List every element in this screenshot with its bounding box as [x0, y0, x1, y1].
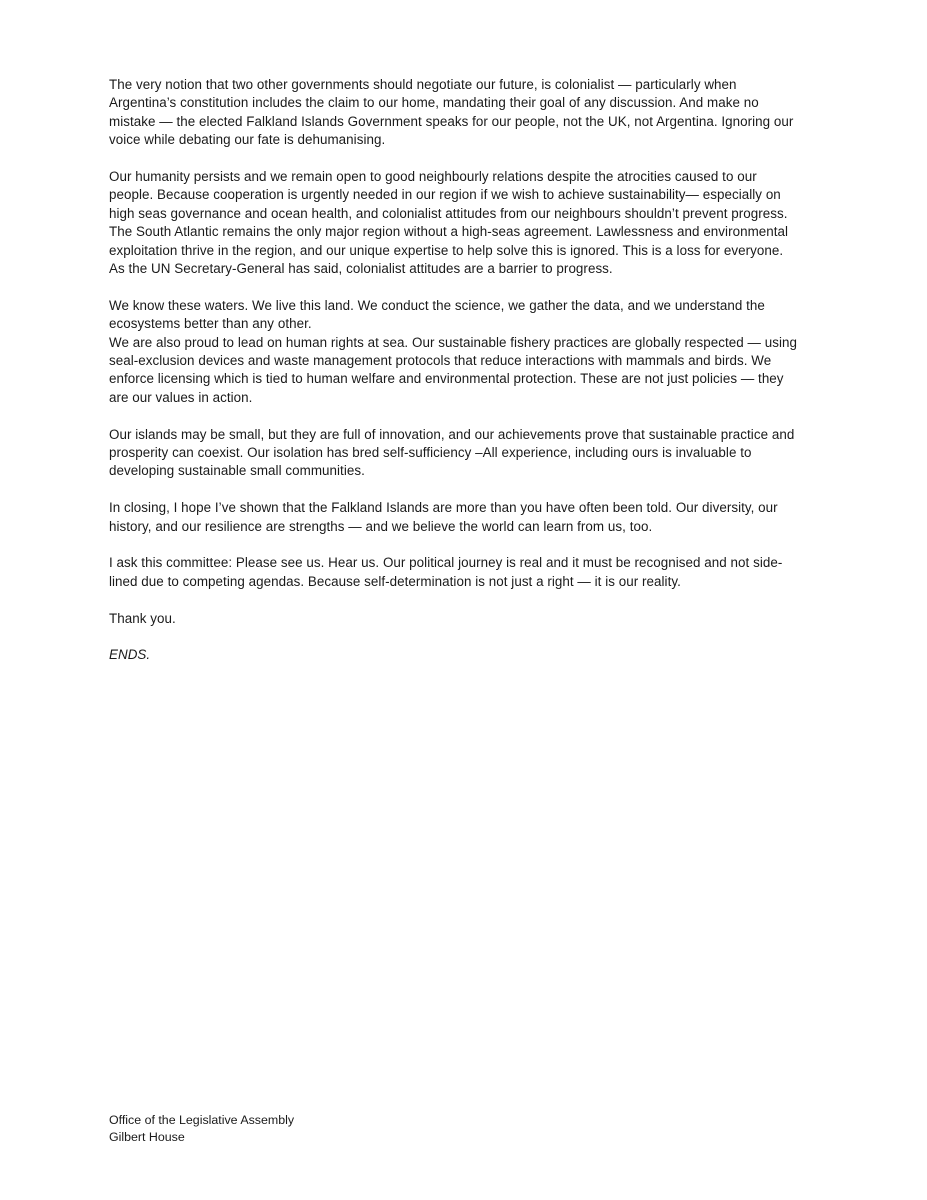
text-line: prosperity can coexist. Our isolation has bred self-sufficiency –All experience, including ours is invaluable to: [109, 445, 752, 461]
text-line: are our values in action.: [109, 389, 253, 405]
footer-office: Office of the Legislative Assembly: [109, 1113, 295, 1127]
footer-address: [109, 1112, 509, 1146]
paragraph-expertise: [109, 297, 829, 407]
closing-thanks: Thank you.: [109, 610, 176, 626]
footer-building: Gilbert House: [109, 1130, 185, 1144]
text-line: Our humanity persists and we remain open to good neighbourly relations despite the atrocities caused to our: [109, 169, 757, 185]
text-line: mistake — the elected Falkland Islands Government speaks for our people, not the UK, not Argentina. Ignoring our: [109, 113, 794, 129]
text-line: In closing, I hope I’ve shown that the Falkland Islands are more than you have often been told. Our diversity, our: [109, 500, 778, 516]
text-line: enforce licensing which is tied to human welfare and environmental protection. These are not just policies — they: [109, 371, 784, 387]
text-line: people. Because cooperation is urgently needed in our region if we wish to achieve sustainability— especially on: [109, 187, 781, 203]
text-line: The very notion that two other governments should negotiate our future, is colonialist — particularly when: [109, 77, 737, 92]
text-line: As the UN Secretary-General has said, colonialist attitudes are a barrier to progress.: [109, 261, 613, 277]
paragraph-closing-remarks: [109, 499, 829, 536]
text-line: voice while debating our fate is dehumanising.: [109, 132, 386, 148]
text-line: Our islands may be small, but they are full of innovation, and our achievements prove that sustainable practice and: [109, 426, 795, 442]
text-line: We are also proud to lead on human rights at sea. Our sustainable fishery practices are globally respected — using: [109, 334, 797, 350]
text-line: developing sustainable small communities.: [109, 463, 365, 479]
text-line: ecosystems better than any other.: [109, 316, 312, 332]
document-body: [109, 76, 829, 683]
text-line: Argentina’s constitution includes the claim to our home, mandating their goal of any discussion. And make no: [109, 95, 759, 111]
text-line: The South Atlantic remains the only major region without a high-seas agreement. Lawlessness and environmental: [109, 224, 789, 240]
paragraph-appeal: [109, 554, 829, 591]
text-line: seal-exclusion devices and waste management protocols that reduce interactions with mammals and birds. We: [109, 353, 772, 369]
text-line: I ask this committee: Please see us. Hear us. Our political journey is real and it must be recognised and not side-: [109, 555, 783, 571]
paragraph-cooperation: [109, 168, 829, 278]
text-line: We know these waters. We live this land. We conduct the science, we gather the data, and we understand the: [109, 297, 765, 313]
text-line: lined due to competing agendas. Because self-determination is not just a right — it is our reality.: [109, 573, 681, 589]
text-line: exploitation thrive in the region, and our unique expertise to help solve this is ignored. This is a loss for everyone.: [109, 242, 784, 258]
ends-marker: ENDS.: [109, 647, 151, 663]
text-line: history, and our resilience are strengths — and we believe the world can learn from us, too.: [109, 518, 653, 534]
paragraph-innovation: [109, 426, 829, 481]
paragraph-negotiation: [109, 76, 829, 150]
text-line: high seas governance and ocean health, and colonialist attitudes from our neighbours shouldn’t prevent progress.: [109, 205, 788, 221]
